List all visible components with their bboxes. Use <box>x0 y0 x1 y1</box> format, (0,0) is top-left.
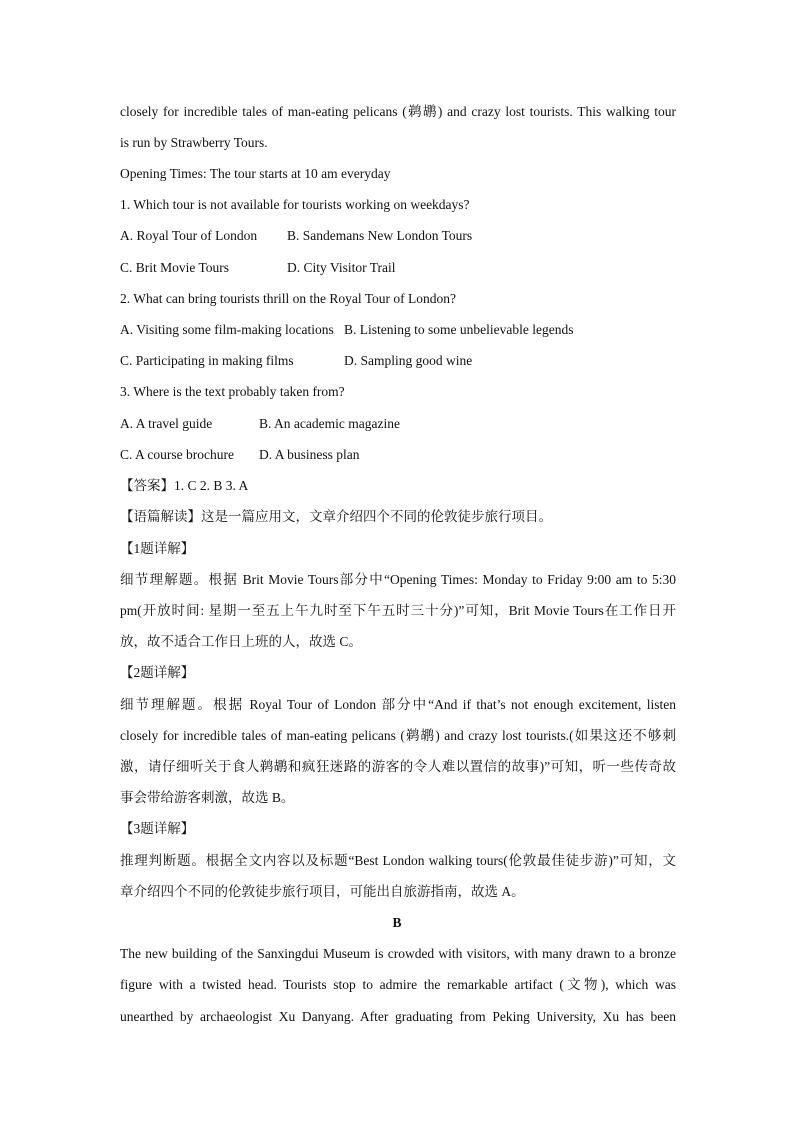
option-q2-b: B. Listening to some unbelievable legends <box>344 322 574 337</box>
option-q1-c: C. Brit Movie Tours <box>120 260 230 275</box>
section-heading-3: 【3题详解】 <box>120 821 195 836</box>
explanation-line: pm(开放时间: 星期一至五上午九时至下午五时三十分)”可知，Brit Movie Tours在工作日开 <box>120 603 676 618</box>
explanation-line: 放，故不适合工作日上班的人，故选 C。 <box>120 634 362 649</box>
explanation-line: 激，请仔细听关于食人鹈鹕和疯狂迷路的游客的令人难以置信的故事)”可知，听一些传奇故 <box>120 759 676 774</box>
passage-b-heading: B <box>392 915 402 930</box>
text-line: closely for incredible tales of man-eating pelicans (鹈鹕) and crazy lost tourists. This walking tour <box>120 104 676 119</box>
explanation-line: 细节理解题。根据 Royal Tour of London 部分中“And if that’s not enough excitement, listen <box>120 697 676 712</box>
explanation-line: closely for incredible tales of man-eating pelicans (鹈鹕) and crazy lost tourists.(如果这还不够刺 <box>120 728 676 743</box>
explanation-line: 事会带给游客刺激，故选 B。 <box>120 790 295 805</box>
option-q2-d: D. Sampling good wine <box>344 353 473 368</box>
passage-summary: 【语篇解读】这是一篇应用文，文章介绍四个不同的伦敦徒步旅行项目。 <box>120 509 552 524</box>
option-q3-d: D. A business plan <box>259 447 360 462</box>
question-3: 3. Where is the text probably taken from? <box>120 384 345 399</box>
option-q3-b: B. An academic magazine <box>259 416 400 431</box>
option-q2-c: C. Participating in making films <box>120 353 294 368</box>
passage-line: figure with a twisted head. Tourists stop to admire the remarkable artifact (文物), which was <box>120 977 676 992</box>
explanation-line: 章介绍四个不同的伦敦徒步旅行项目，可能出自旅游指南，故选 A。 <box>120 884 525 899</box>
text-line: Opening Times: The tour starts at 10 am everyday <box>120 166 391 181</box>
question-2: 2. What can bring tourists thrill on the Royal Tour of London? <box>120 291 457 306</box>
section-heading-2: 【2题详解】 <box>120 665 195 680</box>
answer-line: 【答案】1. C 2. B 3. A <box>120 478 249 493</box>
question-1: 1. Which tour is not available for tourists working on weekdays? <box>120 197 470 212</box>
option-q1-a: A. Royal Tour of London <box>120 228 258 243</box>
option-q3-a: A. A travel guide <box>120 416 213 431</box>
explanation-line: 推理判断题。根据全文内容以及标题“Best London walking tours(伦敦最佳徒步游)”可知，文 <box>120 853 676 868</box>
section-heading-1: 【1题详解】 <box>120 541 195 556</box>
option-q1-b: B. Sandemans New London Tours <box>287 228 473 243</box>
explanation-line: 细节理解题。根据 Brit Movie Tours部分中“Opening Times: Monday to Friday 9:00 am to 5:30 <box>120 572 676 587</box>
option-q3-c: C. A course brochure <box>120 447 234 462</box>
passage-line: unearthed by archaeologist Xu Danyang. After graduating from Peking University, Xu has been <box>120 1009 676 1024</box>
option-q1-d: D. City Visitor Trail <box>287 260 396 275</box>
passage-line: The new building of the Sanxingdui Museum is crowded with visitors, with many drawn to a bronze <box>120 946 676 961</box>
text-line: is run by Strawberry Tours. <box>120 135 268 150</box>
option-q2-a: A. Visiting some film-making locations <box>120 322 334 337</box>
